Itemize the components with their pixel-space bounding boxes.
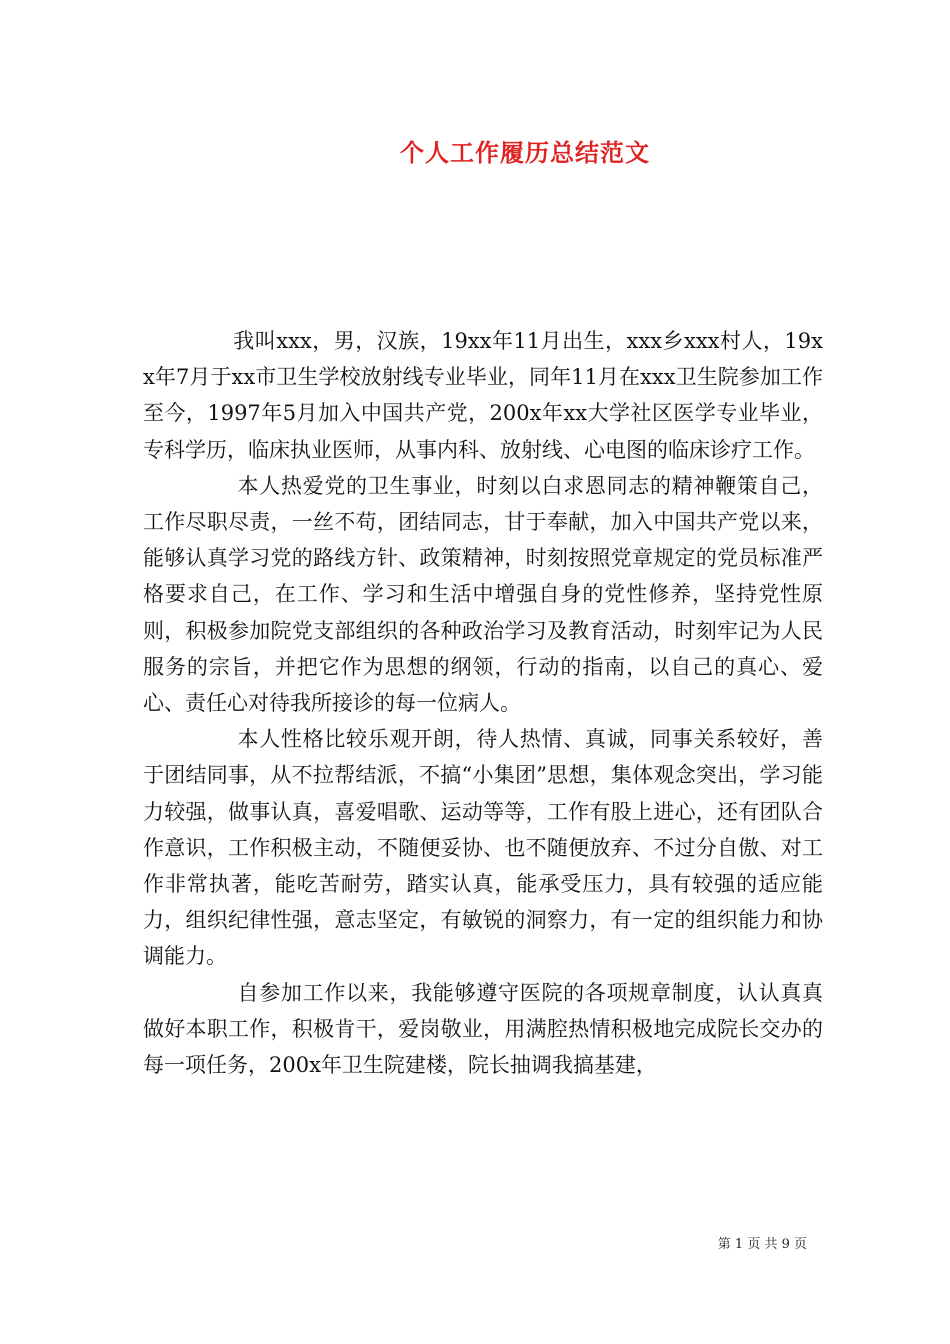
page-number-footer: 第 1 页 共 9 页	[717, 1237, 807, 1252]
document-title: 个人工作履历总结范文	[400, 138, 650, 167]
document-body	[143, 323, 823, 1083]
paragraph-personality: 本人性格比较乐观开朗，待人热情、真诚，同事关系较好，善于团结同事，从不拉帮结派，不搞“小集团”思想，集体观念突出，学习能力较强，做事认真，喜爱唱歌、运动等等，工作有股上进心，还有团队合作意识，工作积极主动，不随便妥协、也不随便放弃、不过分自傲、对工作非常执著，能吃苦耐劳，踏实认真，能承受压力，具有较强的适应能力，组织纪律性强，意志坚定，有敏锐的洞察力，有一定的组织能力和协调能力。	[143, 727, 823, 969]
paragraph-party-work: 本人热爱党的卫生事业，时刻以白求恩同志的精神鞭策自己，工作尽职尽责，一丝不苟，团结同志，甘于奉献，加入中国共产党以来，能够认真学习党的路线方针、政策精神，时刻按照党章规定的党员标准严格要求自己，在工作、学习和生活中增强自身的党性修养，坚持党性原则，积极参加院党支部组织的各种政治学习及教育活动，时刻牢记为人民服务的宗旨，并把它作为思想的纲领，行动的指南，以自己的真心、爱心、责任心对待我所接诊的每一位病人。	[143, 473, 823, 716]
paragraph-personal-info: 我叫xxx，男，汉族，19xx年11月出生，xxx乡xxx村人，19xx年7月于xx市卫生学校放射线专业毕业，同年11月在xxx卫生院参加工作至今，1997年5月加入中国共产党，200x年xx大学社区医学专业毕业，专科学历，临床执业医师，从事内科、放射线、心电图的临床诊疗工作。	[143, 329, 823, 462]
paragraph-work-record: 自参加工作以来，我能够遵守医院的各项规章制度，认认真真做好本职工作，积极肯干，爱岗敬业，用满腔热情积极地完成院长交办的每一项任务，200x年卫生院建楼，院长抽调我搞基建，	[143, 980, 823, 1078]
